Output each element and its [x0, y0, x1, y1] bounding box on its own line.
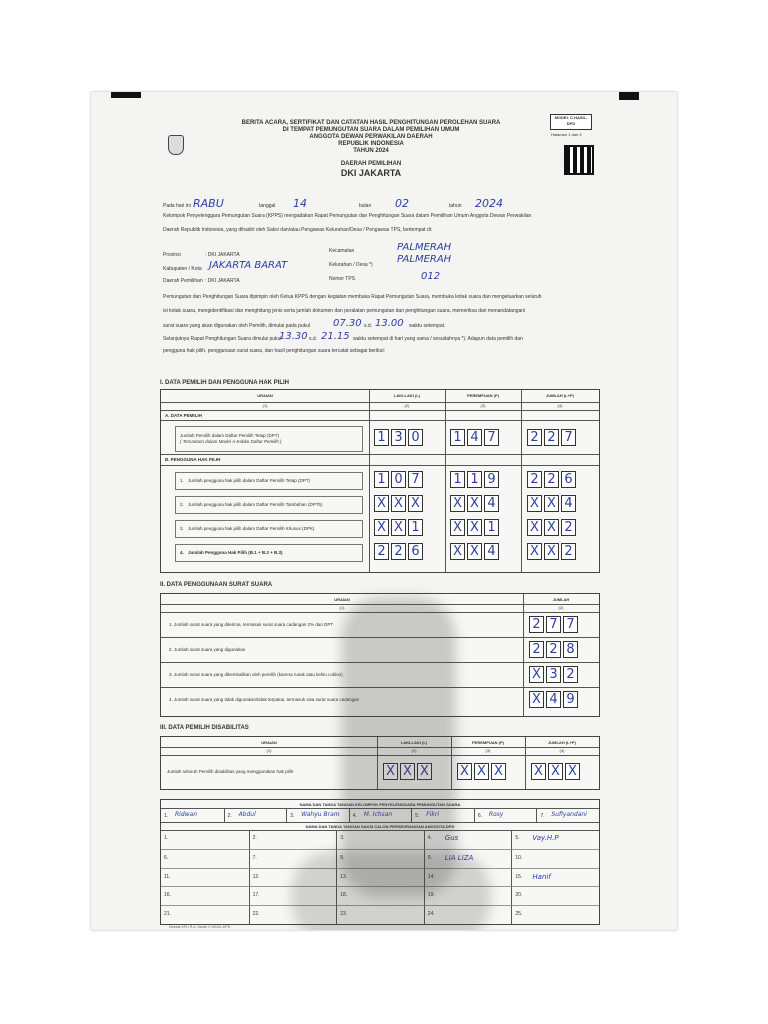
time-sd: s.d. [364, 323, 373, 329]
jumlah-boxes [529, 691, 578, 708]
row-number: 2. [180, 502, 184, 507]
digit-box: 2 [544, 429, 559, 446]
time-line-1 [163, 318, 603, 332]
laki-boxes [374, 471, 423, 488]
dpt-sub: ( Tercantum dalam Model A-Kabko Daftar Pemilih ) [180, 439, 282, 444]
saksi-number: 13. [340, 873, 348, 880]
dpt-laki-boxes [374, 429, 423, 446]
saksi-signature-cell [161, 830, 249, 849]
saksi-signature: Vay.H.P [532, 834, 559, 842]
saksi-signature-cell [161, 849, 249, 868]
digit-box: 2 [527, 429, 542, 446]
kpps-signature-cell [161, 808, 224, 822]
saksi-number: 14. [427, 873, 435, 880]
jumlah-boxes [529, 666, 578, 683]
digit-box: X [467, 519, 482, 536]
digit-box: X [383, 763, 398, 780]
registration-mark [111, 92, 141, 98]
col-number: (2) [558, 605, 564, 610]
digit-box: 1 [450, 471, 465, 488]
section-1-table [160, 389, 600, 573]
jumlah-boxes [527, 519, 576, 536]
saksi-number: 8. [340, 854, 345, 861]
row-number: 4. [180, 550, 184, 555]
model-label: MODEL C.HASIL-DPD [554, 115, 588, 126]
laki-boxes [374, 495, 423, 512]
saksi-number: 23. [340, 911, 348, 918]
col-number: (1) [339, 605, 345, 610]
row-label: 1. Jumlah surat suara yang diterima, termasuk surat suara cadangan 2% dari DPT [169, 622, 334, 627]
col-jumlah: JUMLAH (L+P) [546, 393, 574, 398]
saksi-number: 18. [340, 892, 348, 899]
digit-box: X [527, 543, 542, 560]
saksi-number: 19. [427, 892, 435, 899]
kecamatan-value: PALMERAH [397, 242, 452, 253]
laki-boxes [374, 543, 423, 560]
digit-box: X [374, 519, 389, 536]
digit-box: X [491, 763, 506, 780]
digit-box: X [450, 519, 465, 536]
kpps-signature: Sufiyandani [551, 811, 587, 818]
digit-box: 7 [484, 429, 499, 446]
digit-box: 2 [529, 641, 544, 658]
col-number: (2) [404, 403, 410, 408]
time-end: 13.00 [375, 318, 404, 329]
registration-mark [619, 92, 639, 100]
kpps-number: 7. [540, 813, 545, 819]
saksi-number: 17. [252, 892, 260, 899]
saksi-number: 20. [515, 892, 523, 899]
digit-box: X [391, 519, 406, 536]
hari-label: Pada hari ini [163, 203, 191, 209]
digit-box: 1 [374, 429, 389, 446]
bulan-value: 02 [395, 197, 409, 210]
perempuan-boxes [457, 763, 506, 780]
saksi-signature-cell [511, 868, 599, 887]
kabupaten-label: Kabupaten / Kota [163, 266, 202, 272]
title-line: ANGGOTA DEWAN PERWAKILAN DAERAH [309, 134, 433, 140]
saksi-title: NAMA DAN TANDA TANGAN SAKSI CALON PERSEORANGAN ANGGOTA DPD [305, 824, 455, 829]
digit-box: X [529, 666, 544, 683]
row-label: Jumlah pengguna hak pilih dalam Daftar Pemilih Khusus (DPK) [188, 526, 315, 531]
time-line-2 [163, 331, 603, 345]
row-number: 3. [180, 526, 184, 531]
digit-box: 0 [391, 471, 406, 488]
col-perempuan: PEREMPUAN (P) [466, 393, 499, 398]
row-label: Jumlah seluruh Pemilih disabilitas yang menggunakan hak pilih [167, 769, 294, 774]
time-sd: s.d. [309, 336, 318, 342]
digit-box: 0 [408, 429, 423, 446]
row-label: 4. Jumlah surat suara yang tidak digunakan/tidak terpakai, termasuk sisa surat suara cadangan [169, 697, 360, 702]
digit-box: 2 [374, 543, 389, 560]
digit-box: 4 [484, 543, 499, 560]
body-line: surat suara yang akan digunakan oleh Pemilih, dimulai pada pukul [163, 323, 311, 329]
kpps-signature: Rosy [488, 811, 504, 818]
body-line: pengguna hak pilih, penggunaan surat suara, dan hasil penghitungan suara tercatat sebagai berikut: [163, 348, 386, 354]
region-name: DKI JAKARTA [340, 168, 402, 178]
digit-box: 4 [561, 495, 576, 512]
saksi-number: 25. [515, 911, 523, 918]
tahun-label: tahun [449, 203, 462, 209]
section-2-title: II. DATA PENGGUNAAN SURAT SUARA [160, 582, 273, 588]
perempuan-boxes [450, 495, 499, 512]
saksi-signature-cell [161, 868, 249, 887]
col-number: (1) [266, 748, 272, 753]
digit-box: X [544, 495, 559, 512]
saksi-signature-cell [511, 830, 599, 849]
b-row-4 [161, 542, 599, 564]
col-number: (3) [485, 748, 491, 753]
time-suffix: waktu setempat di hari yang sama / sesudahnya *). Adapun data pemilih dan [353, 336, 523, 342]
kpps-number: 3. [290, 813, 295, 819]
provinsi-label: Provinsi [163, 252, 181, 258]
row-label: Jumlah Pengguna Hak Pilih (B.1 + B.2 + B.3) [188, 550, 283, 555]
region-label: DAERAH PEMILIHAN [340, 161, 402, 167]
col-uraian: URAIAN [257, 393, 273, 398]
digit-box: X [527, 519, 542, 536]
saksi-number: 10. [515, 854, 523, 861]
section-b-label: B. PENGGUNA HAK PILIH [165, 457, 221, 462]
jumlah-boxes [529, 641, 578, 658]
digit-box: X [467, 543, 482, 560]
digit-box: X [544, 519, 559, 536]
kpps-signature-cell [536, 808, 600, 822]
digit-box: X [548, 763, 563, 780]
digit-box: 2 [529, 616, 544, 633]
kpps-signature-cell [224, 808, 288, 822]
time-suffix: waktu setempat. [409, 323, 446, 329]
row-label-box [175, 544, 363, 562]
saksi-signature: Gus [444, 834, 459, 842]
dpt-label: Jumlah Pemilih dalam Daftar Pemilih Tetap (DPT) [180, 433, 279, 438]
page-indicator: Halaman 1 dari 3 [551, 132, 582, 137]
form-title [201, 120, 541, 179]
saksi-number: 3. [340, 835, 345, 841]
body-line: isi kotak suara, mengidentifikasi dan menghitung jenis serta jumlah dokumen dan peralatan pemungutan dan penghitungan suara, memeriksa dan menandatangani [163, 308, 526, 314]
b-row-1 [161, 470, 599, 492]
footer-text: Dicetak KPU R.A. Model C.HASIL-DPD [169, 925, 231, 929]
kecamatan-label: Kecamatan [329, 248, 355, 254]
kabupaten-value: JAKARTA BARAT [209, 260, 288, 271]
tanggal-value: 14 [293, 197, 307, 210]
kpps-number: 2. [227, 813, 232, 819]
digit-box: X [450, 543, 465, 560]
perempuan-boxes [450, 543, 499, 560]
title-line: DI TEMPAT PEMUNGUTAN SUARA DALAM PEMILIHAN UMUM [282, 127, 460, 133]
kpps-signature-cell [474, 808, 538, 822]
body-line: Selanjutnya Rapat Penghitungan Suara dimulai pukul [163, 336, 282, 342]
digit-box: 2 [546, 641, 561, 658]
saksi-number: 1. [164, 835, 169, 841]
digit-box: 2 [561, 519, 576, 536]
saksi-signature: LIA LIZA [444, 853, 474, 862]
digit-box: X [391, 495, 406, 512]
saksi-number: 15. [515, 873, 523, 880]
digit-box: 2 [527, 471, 542, 488]
col-laki: LAKI-LAKI (L) [393, 393, 421, 398]
b-row-3 [161, 518, 599, 540]
title-line: TAHUN 2024 [353, 148, 389, 154]
saksi-number: 4. [427, 835, 432, 841]
col-uraian: URAIAN [334, 597, 350, 602]
digit-box: X [531, 763, 546, 780]
hari-value: RABU [193, 197, 224, 210]
model-badge [550, 114, 592, 130]
digit-box: 9 [484, 471, 499, 488]
kpps-title: NAMA DAN TANDA TANGAN KELOMPOK PENYELENGGARA PEMUNGUTAN SUARA [299, 802, 461, 807]
kelurahan-value: PALMERAH [397, 254, 452, 265]
row-label: Jumlah pengguna hak pilih dalam Daftar Pemilih Tetap (DPT) [188, 478, 310, 483]
date-line [163, 197, 603, 211]
section-1-title: I. DATA PEMILIH DAN PENGGUNA HAK PILIH [160, 380, 289, 386]
saksi-number: 11. [164, 873, 171, 880]
title-line: REPUBLIK INDONESIA [338, 141, 404, 147]
intro-line: Kelompok Penyelenggara Pemungutan Suara (KPPS) mengadakan Rapat Pemungutan dan Penghitungan Suara dalam Pemilihan Umum Anggota Dewan Perwakilan [163, 213, 532, 219]
digit-box: 2 [563, 666, 578, 683]
saksi-signature-cell [511, 849, 599, 868]
photo-shadow [291, 852, 491, 930]
digit-box: 4 [467, 429, 482, 446]
digit-box: X [400, 763, 415, 780]
col-number: (4) [557, 403, 563, 408]
saksi-number: 16. [164, 892, 171, 899]
tps-value: 012 [421, 271, 441, 282]
digit-box: 1 [408, 519, 423, 536]
tahun-value: 2024 [475, 197, 503, 210]
row-label: Jumlah pengguna hak pilih dalam Daftar Pemilih Tambahan (DPTb) [188, 502, 323, 507]
saksi-number: 22. [252, 911, 260, 918]
count-start: 13.30 [279, 331, 308, 342]
jumlah-boxes [531, 763, 580, 780]
digit-box: X [467, 495, 482, 512]
time-start: 07.30 [333, 318, 362, 329]
jumlah-boxes [527, 543, 576, 560]
kpps-number: 5. [415, 813, 420, 819]
row-number: 1. [180, 478, 184, 483]
digit-box: X [527, 495, 542, 512]
tanggal-label: tanggal [259, 203, 276, 209]
digit-box: 4 [546, 691, 561, 708]
col-number: (3) [480, 403, 486, 408]
digit-box: 2 [391, 543, 406, 560]
saksi-number: 7. [252, 854, 257, 861]
jumlah-boxes [529, 616, 578, 633]
row-label-box [175, 520, 363, 538]
digit-box: X [457, 763, 472, 780]
title-line: BERITA ACARA, SERTIFIKAT DAN CATATAN HASIL PENGHITUNGAN PEROLEHAN SUARA [241, 120, 501, 126]
digit-box: 4 [484, 495, 499, 512]
digit-box: 8 [563, 641, 578, 658]
digit-box: X [544, 543, 559, 560]
dpt-perempuan-boxes [450, 429, 499, 446]
digit-box: 1 [450, 429, 465, 446]
perempuan-boxes [450, 471, 499, 488]
digit-box: 1 [467, 471, 482, 488]
digit-box: 6 [408, 543, 423, 560]
digit-box: X [374, 495, 389, 512]
digit-box: 9 [563, 691, 578, 708]
saksi-signature-cell [249, 830, 337, 849]
dpt-label-box [175, 426, 363, 452]
kpu-logo [168, 135, 184, 155]
digit-box: 3 [391, 429, 406, 446]
jumlah-boxes [527, 471, 576, 488]
saksi-signature-cell [511, 905, 599, 924]
kpps-signature: Ridwan [175, 811, 198, 818]
form-sheet [91, 92, 677, 930]
perempuan-boxes [450, 519, 499, 536]
kpps-signature: Abdul [238, 811, 256, 818]
b-row-2 [161, 494, 599, 516]
digit-box: 2 [544, 471, 559, 488]
col-laki: LAKI-LAKI (L) [400, 740, 428, 745]
digit-box: 2 [561, 543, 576, 560]
laki-boxes [374, 519, 423, 536]
saksi-signature: Hanif [532, 872, 551, 881]
digit-box: 7 [561, 429, 576, 446]
dpt-jumlah-boxes [527, 429, 576, 446]
col-perempuan: PEREMPUAN (P) [471, 740, 504, 745]
col-jumlah: JUMLAH [552, 597, 570, 602]
qr-code [564, 145, 594, 175]
digit-box: 6 [561, 471, 576, 488]
kpps-number: 1. [164, 813, 169, 819]
col-number: (1) [262, 403, 268, 408]
intro-line: Daerah Republik Indonesia, yang dihadiri oleh Saksi dan/atau Pengawas Kelurahan/Desa / Pengawas TPS, bertempat di: [163, 227, 433, 233]
saksi-number: 6. [164, 854, 169, 861]
saksi-signature-cell [511, 886, 599, 905]
digit-box: 7 [408, 471, 423, 488]
section-a-label: A. DATA PEMILIH [165, 413, 202, 418]
saksi-number: 24. [427, 911, 435, 918]
tps-label: Nomor TPS [329, 276, 356, 282]
digit-box: 7 [563, 616, 578, 633]
digit-box: 1 [484, 519, 499, 536]
digit-box: 7 [546, 616, 561, 633]
kpps-signature: Fikri [426, 811, 440, 818]
row-label-box [175, 472, 363, 490]
jumlah-boxes [527, 495, 576, 512]
digit-box: X [529, 691, 544, 708]
kpps-signature: Wahyu Bram [301, 811, 340, 818]
col-jumlah: JUMLAH (L+P) [548, 740, 576, 745]
digit-box: X [450, 495, 465, 512]
body-line: Pemungutan dan Penghitungan Suara dipimpin oleh Ketua KPPS dengan kegiatan membuka Rapat Pemungutan Suara, membuka kotak suara dan mengeluarkan seluruh [163, 294, 542, 300]
location-block [163, 242, 603, 287]
saksi-number: 5. [515, 835, 520, 841]
saksi-number: 12. [252, 873, 260, 880]
col-number: (2) [411, 748, 417, 753]
section-3-title: III. DATA PEMILIH DISABILITAS [160, 725, 249, 731]
row-label: 2. Jumlah surat suara yang digunakan [169, 647, 246, 652]
saksi-signature-cell [161, 886, 249, 905]
digit-box: X [408, 495, 423, 512]
saksi-signature-cell [161, 905, 249, 924]
kpps-number: 6. [477, 813, 483, 819]
row-label: 3. Jumlah surat suara yang dikembalikan oleh pemilih (karena rusak atau keliru coblos) [169, 672, 343, 677]
kpps-number: 4. [352, 813, 357, 819]
digit-box: 3 [546, 666, 561, 683]
digit-box: 1 [374, 471, 389, 488]
provinsi-value: : DKI JAKARTA [205, 252, 240, 258]
saksi-number: 21. [164, 911, 171, 918]
saksi-number: 9. [427, 854, 432, 861]
row-label-box [175, 496, 363, 514]
kelurahan-label: Kelurahan / Desa *) [329, 262, 373, 268]
count-end: 21.15 [321, 331, 350, 342]
digit-box: X [474, 763, 489, 780]
dapil-label: Daerah Pemilihan [163, 278, 203, 284]
dapil-value: : DKI JAKARTA [205, 278, 240, 284]
col-uraian: URAIAN [261, 740, 277, 745]
kpps-signature: M. Ichsan [363, 811, 393, 818]
digit-box: X [565, 763, 580, 780]
digit-box: X [417, 763, 432, 780]
col-number: (4) [559, 748, 565, 753]
bulan-label: bulan [359, 203, 372, 209]
saksi-number: 2. [252, 835, 257, 841]
